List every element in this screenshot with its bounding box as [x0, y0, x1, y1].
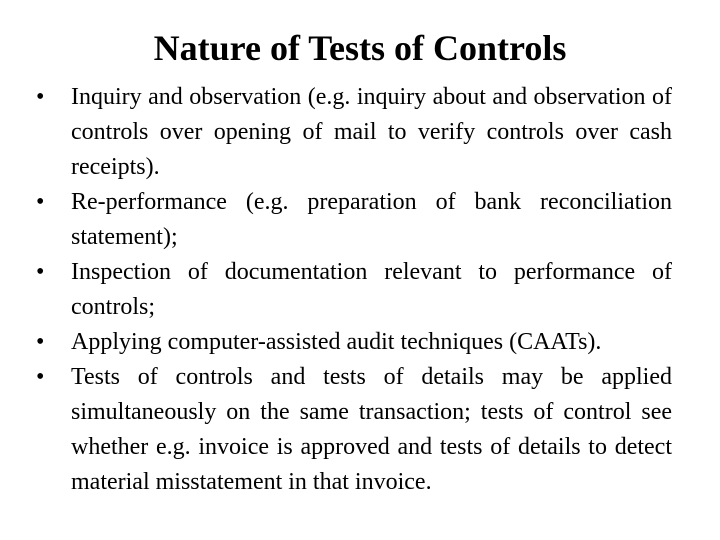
- bullet-list: [36, 80, 672, 500]
- bullet-icon: •: [36, 84, 45, 110]
- bullet-icon: •: [36, 189, 45, 215]
- bullet-icon: •: [36, 329, 45, 355]
- bullet-text: Re-performance (e.g. preparation of bank reconciliation statement);: [71, 189, 672, 250]
- bullet-text: Inspection of documentation relevant to performance of controls;: [71, 259, 672, 320]
- bullet-text: Inquiry and observation (e.g. inquiry about and observation of controls over opening of mail to verify controls over cash receipts).: [71, 84, 672, 180]
- bullet-icon: •: [36, 259, 45, 285]
- bullet-item-dual-purpose: [36, 360, 672, 500]
- bullet-item-caats: [36, 325, 672, 360]
- bullet-icon: •: [36, 364, 45, 390]
- slide-title: Nature of Tests of Controls: [153, 28, 567, 68]
- bullet-text: Applying computer-assisted audit techniques (CAATs).: [71, 329, 602, 355]
- bullet-text: Tests of controls and tests of details may be applied simultaneously on the same transaction; tests of control see whether e.g. invoice is approved and tests of details to detect material misstatement in that invoice.: [71, 364, 672, 495]
- bullet-item-inspection: [36, 255, 672, 325]
- bullet-item-reperformance: [36, 185, 672, 255]
- bullet-item-inquiry: [36, 80, 672, 185]
